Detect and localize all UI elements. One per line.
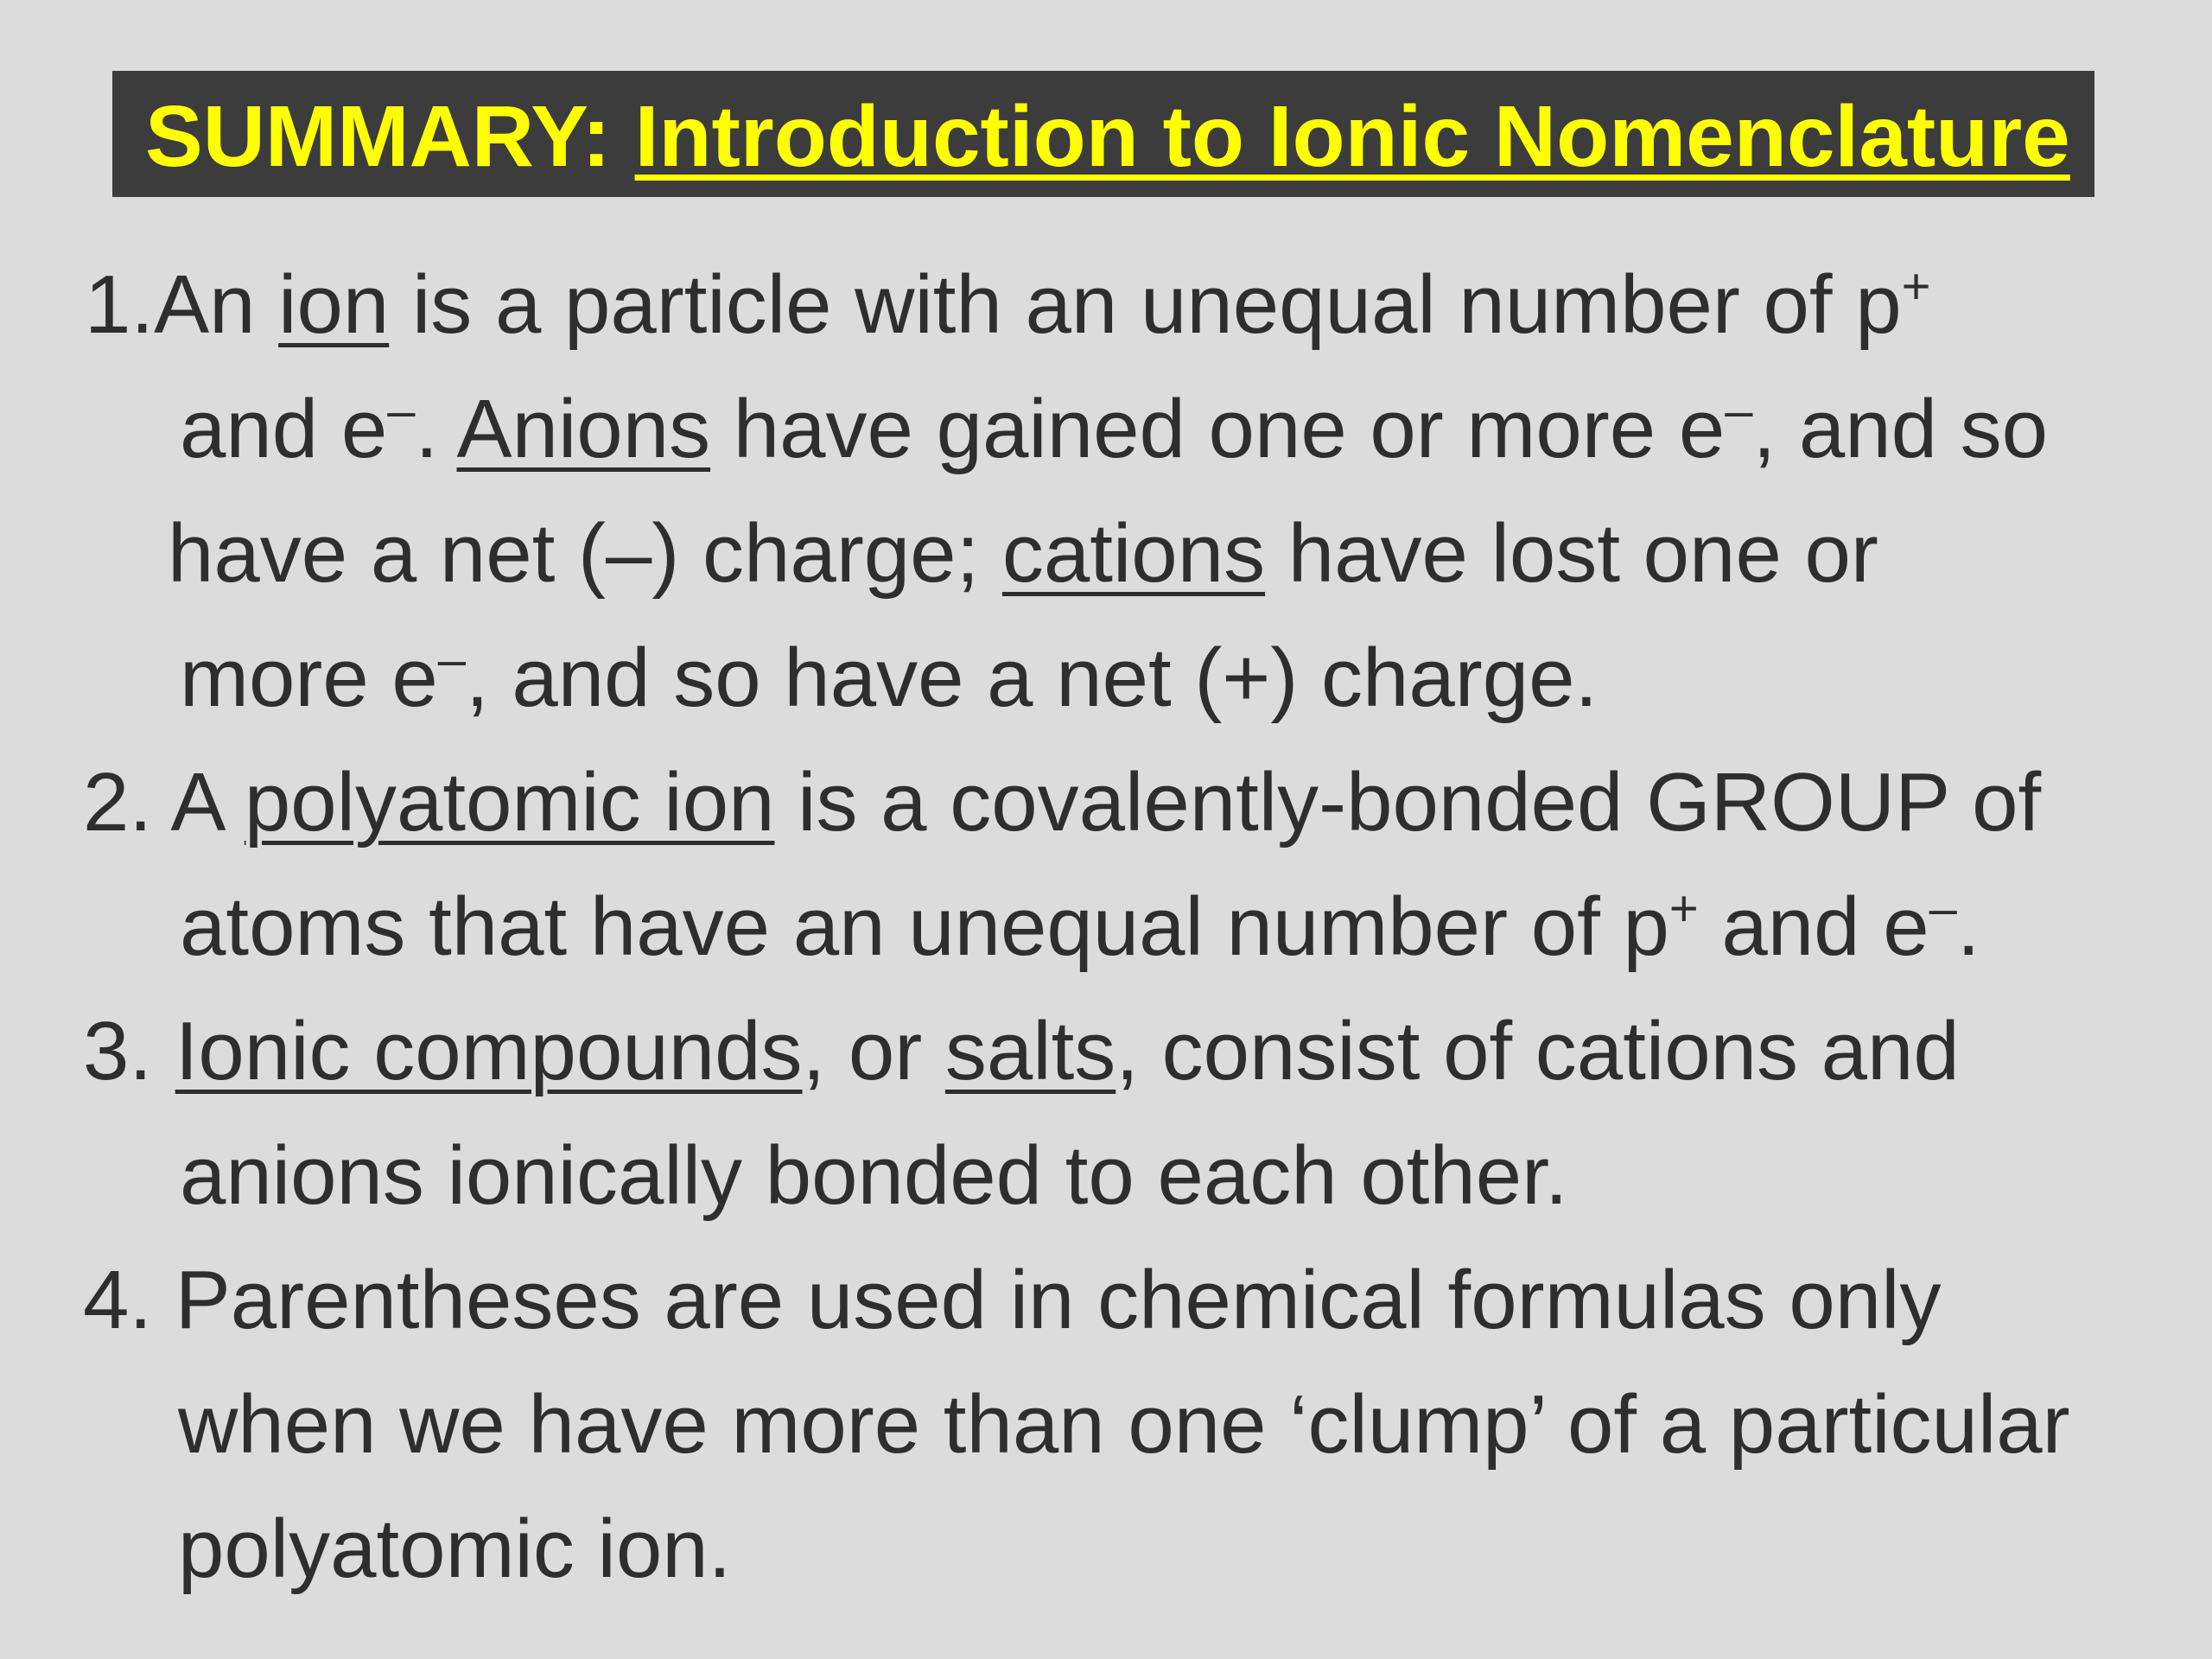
item-1-line-2: and e–. Anions have gained one or more e–, and so (180, 383, 2049, 475)
item-1-line-1: 1.An ion is a particle with an unequal number of p+ (85, 258, 1931, 351)
slide-title (145, 85, 2070, 188)
item-1-number: 1. (85, 258, 155, 351)
item-2-line-2: atoms that have an unequal number of p+ and e–. (180, 880, 1980, 973)
item-1-line-3: have a net (–) charge; cations have lost one or (168, 507, 1878, 600)
term-anions: Anions (456, 383, 711, 475)
item-4-line-3: polyatomic ion. (178, 1503, 732, 1595)
item-4-line-1: 4. Parentheses are used in chemical formulas only (83, 1254, 1942, 1346)
title-prefix: SUMMARY: (145, 88, 635, 185)
item-4-number: 4. (83, 1254, 153, 1346)
item-2-line-1: 2. A polyatomic ion is a covalently-bonded GROUP of (83, 756, 2042, 849)
item-3-line-2: anions ionically bonded to each other. (180, 1129, 1568, 1222)
term-ionic-compounds: Ionic compounds (175, 1005, 803, 1097)
term-ion: ion (278, 258, 390, 351)
title-main: Introduction to Ionic Nomenclature (634, 88, 2070, 185)
item-4-line-2: when we have more than one ‘clump’ of a particular (178, 1378, 2070, 1471)
item-3-line-1: 3. Ionic compounds, or salts, consist of cations and (83, 1005, 1960, 1097)
item-3-number: 3. (83, 1005, 153, 1097)
item-2-number: 2. (83, 756, 153, 849)
term-salts: salts (944, 1005, 1116, 1097)
term-cations: cations (1001, 507, 1266, 600)
term-polyatomic-ion: polyatomic ion (244, 756, 775, 849)
item-1-line-4: more e–, and so have a net (+) charge. (180, 632, 1599, 724)
